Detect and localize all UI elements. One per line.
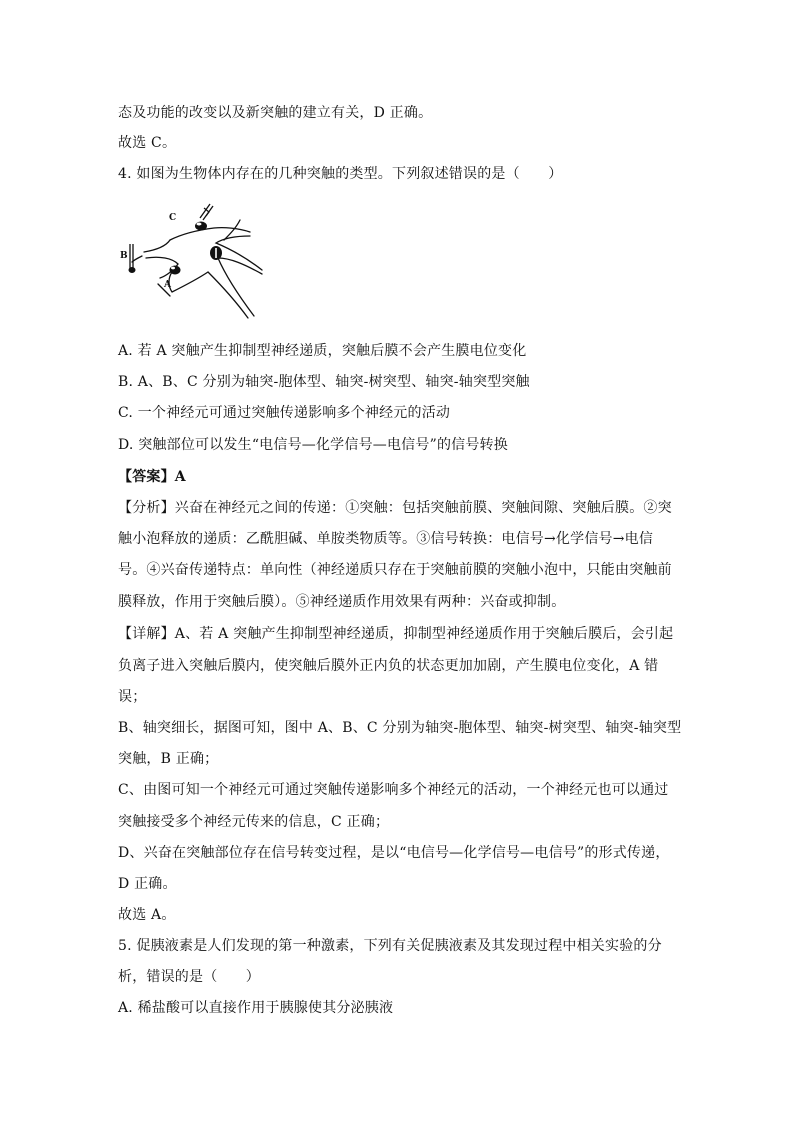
detail-line-5: 突触，B 正确； [118,751,219,767]
detail-line-8: D、兴奋在突触部位存在信号转变过程，是以“电信号—化学信号—电信号”的形式传递， [118,845,670,861]
answer-line: 【答案】A [118,469,186,485]
detail-line-9: D 正确。 [118,876,177,892]
detail-line-4: B、轴突细长，据图可知，图中 A、B、C 分别为轴突-胞体型、轴突-树突型、轴突-轴突型 [118,720,682,736]
nucleus-icon [210,246,222,260]
text-line-2: 故选 C。 [118,135,177,151]
question-5-stem-1: 5. 促胰液素是人们发现的第一种激素，下列有关促胰液素及其发现过程中相关实验的分 [118,938,662,954]
text-line-1: 态及功能的改变以及新突触的建立有关，D 正确。 [118,105,433,121]
option-c: C. 一个神经元可通过突触传递影响多个神经元的活动 [118,405,451,421]
label-b: B [120,251,128,261]
detail-line-7: 突触接受多个神经元传来的信息，C 正确； [118,814,390,830]
analysis-line-3: 号。④兴奋传递特点：单向性（神经递质只存在于突触前膜的突触小泡中，只能由突触前 [118,562,672,578]
detail-line-3: 误； [118,689,147,705]
synapse-types-figure [112,200,272,325]
analysis-line-2: 触小泡释放的递质：乙酰胆碱、单胺类物质等。③信号转换：电信号→化学信号→电信 [118,531,654,547]
detail-line-2: 负离子进入突触后膜内，使突触后膜外正内负的状态更加加剧，产生膜电位变化，A 错 [118,658,659,674]
label-c: C [169,213,177,223]
option-b: B. A、B、C 分别为轴突-胞体型、轴突-树突型、轴突-轴突型突触 [118,374,530,390]
option-d: D. 突触部位可以发生“电信号—化学信号—电信号”的信号转换 [118,437,508,453]
question-4-stem: 4. 如图为生物体内存在的几种突触的类型。下列叙述错误的是（ ） [118,166,563,182]
dendrite-lower [172,272,248,318]
dendrite-upper-left [144,240,170,252]
detail-line-1: 【详解】A、若 A 突触产生抑制型神经递质，抑制型神经递质作用于突触后膜后，会引起 [118,626,674,642]
option-a: A. 若 A 突触产生抑制型神经递质，突触后膜不会产生膜电位变化 [118,343,527,359]
analysis-line-1: 【分析】兴奋在神经元之间的传递：①突触：包括突触前膜、突触间隙、突触后膜。②突 [118,500,672,516]
synapse-c-terminal [195,204,213,231]
question-5-stem-2: 析，错误的是（ ） [118,969,260,985]
analysis-line-4: 膜释放，作用于突触后膜）。⑤神经递质作用效果有两种：兴奋或抑制。 [118,594,566,610]
dendrite-right [216,236,262,270]
detail-line-6: C、由图可知一个神经元可通过突触传递影响多个神经元的活动，一个神经元也可以通过 [118,782,669,798]
label-a: A [164,280,171,290]
dendrite-upper-right [170,228,250,240]
choose-a-line: 故选 A。 [118,907,176,923]
synapse-b-terminal [129,244,136,273]
question-5-option-a: A. 稀盐酸可以直接作用于胰腺使其分泌胰液 [118,1000,394,1016]
